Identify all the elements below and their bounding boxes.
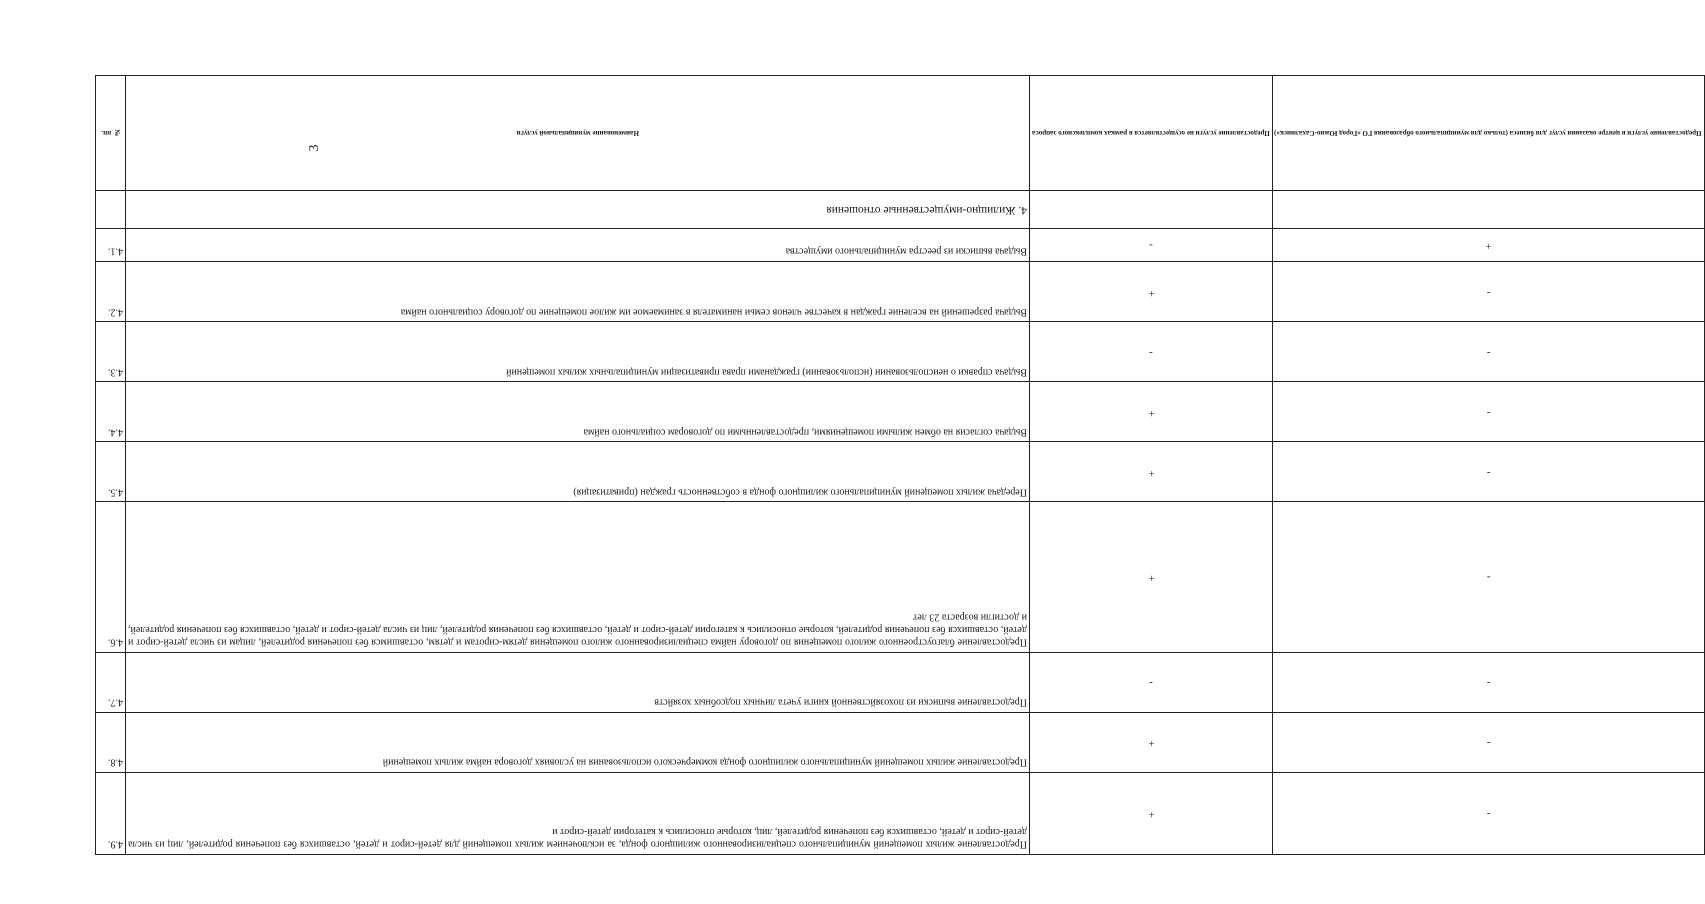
row-num: 4.9. — [96, 773, 126, 855]
row-business: - — [1272, 652, 1704, 712]
row-business: - — [1272, 502, 1704, 652]
row-complex: + — [1030, 502, 1273, 652]
row-business: - — [1272, 322, 1704, 382]
row-name: Выдача согласия на обмен жилыми помещениями, предоставленными по договорам социального найма — [126, 382, 1030, 442]
row-name: Предоставление благоустроенного жилого помещения по договору найма специализированного жилого помещения детям-сиротам и детям, оставшимся без попечения родителей, лицам из числа детей-сирот и детей, оставшихся без попечения родителей, которые относились к категории детей-сирот и детей, оставшихся без попечения родителей, лиц из числа детей-сирот и детей, оставшихся без попечения родителей, и достигли возраста 23 лет — [126, 502, 1030, 652]
row-num: 4.6. — [96, 502, 126, 652]
header-name: Наименование муниципальной услуги — [126, 76, 1030, 191]
row-complex: + — [1030, 382, 1273, 442]
row-complex: - — [1030, 652, 1273, 712]
row-num: 4.7. — [96, 652, 126, 712]
row-num: 4.1. — [96, 229, 126, 262]
section-num — [96, 190, 126, 228]
section-complex — [1030, 190, 1273, 228]
services-table-rotated — [95, 75, 1703, 855]
row-num: 4.4. — [96, 382, 126, 442]
row-name: Предоставление жилых помещений муниципального специализированного жилищного фонда, за исключением жилых помещений для детей-сирот и детей, оставшихся без попечения родителей, лиц из числа детей-сирот и детей, оставшихся без попечения родителей, лиц, которые относились к категории детей-сирот и — [126, 773, 1030, 855]
row-complex: + — [1030, 773, 1273, 855]
row-num: 4.5. — [96, 442, 126, 502]
services-table — [95, 75, 1705, 855]
row-complex: + — [1030, 261, 1273, 321]
row-num: 4.2. — [96, 261, 126, 321]
row-complex: - — [1030, 229, 1273, 262]
row-num: 4.8. — [96, 712, 126, 772]
header-num: № пп. — [96, 76, 126, 191]
row-complex: + — [1030, 442, 1273, 502]
header-business: Предоставление услуги в центре оказания услуг для бизнеса (только для муниципального образования ГО «Город Южно-Сахалинск») — [1272, 76, 1704, 191]
header-complex: Предоставление услуги не осуществляется в рамках комплексного запроса — [1030, 76, 1273, 191]
row-name: Выдача справки о неиспользовании (использовании) гражданами права приватизации муниципальных жилых помещений — [126, 322, 1030, 382]
row-name: Выдача разрешений на вселение граждан в качестве членов семьи нанимателя в занимаемое им жилое помещение по договору социального найма — [126, 261, 1030, 321]
row-name: Предоставление выписки из похозяйственной книги учета личных подсобных хозяйств — [126, 652, 1030, 712]
row-business: - — [1272, 712, 1704, 772]
row-business: - — [1272, 773, 1704, 855]
row-complex: + — [1030, 712, 1273, 772]
page-number: 3 — [307, 144, 322, 152]
row-name: Предоставление жилых помещений муниципального жилищного фонда коммерческого использования на условиях договора найма жилых помещений — [126, 712, 1030, 772]
row-name: Передача жилых помещений муниципального жилищного фонда в собственность граждан (приватизация) — [126, 442, 1030, 502]
section-business — [1272, 190, 1704, 228]
row-business: - — [1272, 261, 1704, 321]
row-business: - — [1272, 382, 1704, 442]
row-business: + — [1272, 229, 1704, 262]
row-num: 4.3. — [96, 322, 126, 382]
row-name: Выдача выписки из реестра муниципального имущества — [126, 229, 1030, 262]
section-name: 4. Жилищно-имущественные отношения — [126, 190, 1030, 228]
row-business: - — [1272, 442, 1704, 502]
row-complex: - — [1030, 322, 1273, 382]
